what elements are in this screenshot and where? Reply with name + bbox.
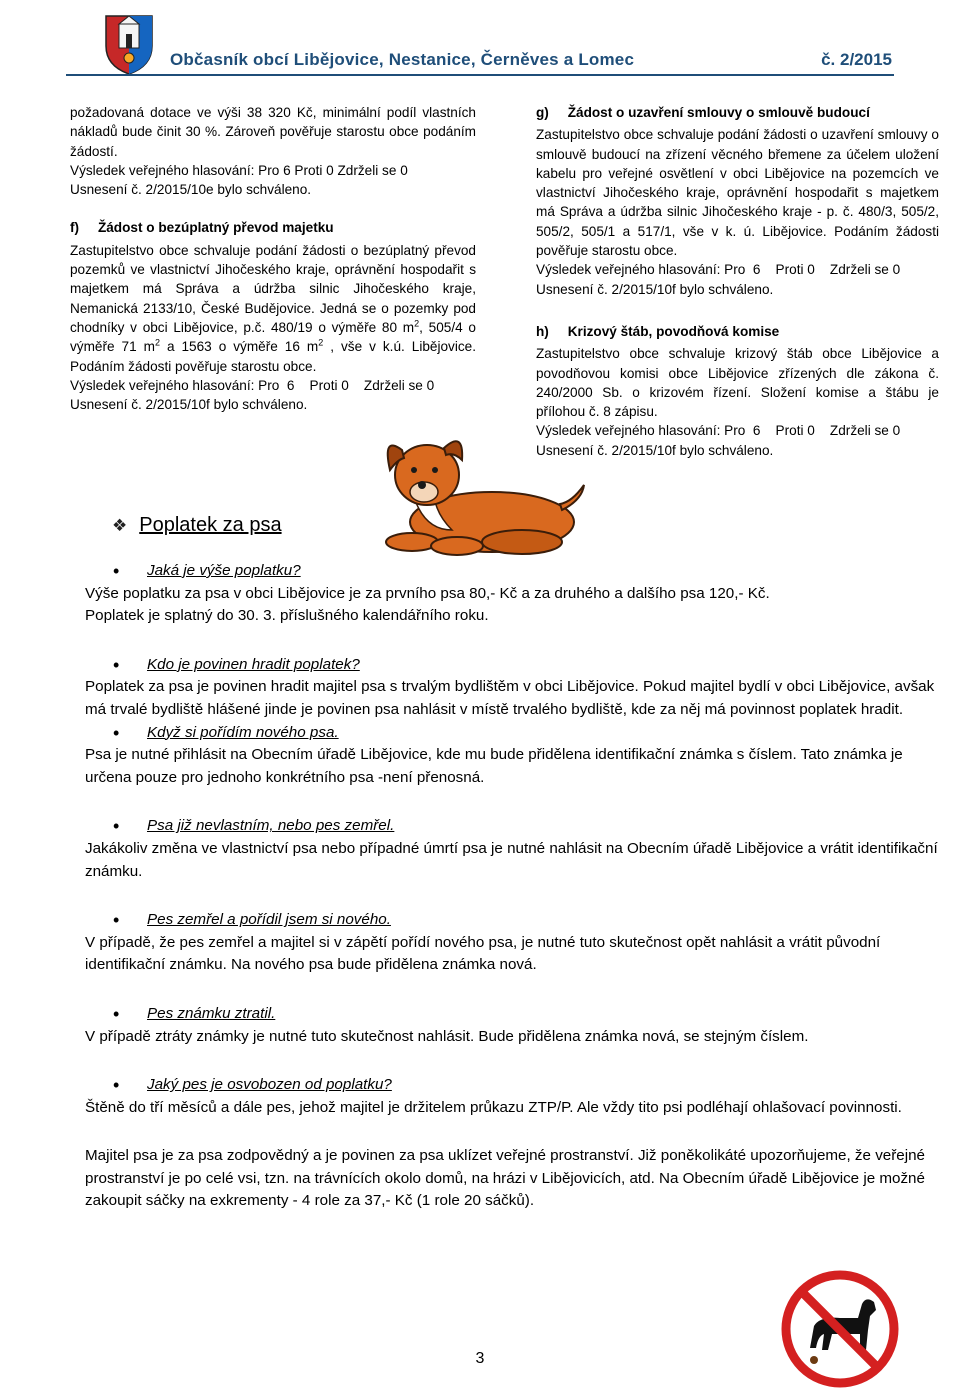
coat-of-arms-icon [100, 8, 158, 76]
dotace-paragraph: požadovaná dotace ve výši 38 320 Kč, minimální podíl vlastních nákladů bude činit 30 %. Zároveň pověřuje starostu obce podáním žádostí. [70, 105, 476, 159]
issue-number: č. 2/2015 [821, 50, 892, 69]
answer-text: Psa je nutné přihlásit na Obecním úřadě Libějovice, kde mu bude přidělena identifikační známka s číslem. Tato známka je určena pouze pro jednoho konkrétního psa -není přenosná. [85, 746, 903, 786]
answer-text: Poplatek je splatný do 30. 3. příslušného kalendářního roku. [85, 607, 489, 625]
answer-text: V případě, že pes zemřel a majitel si v zápětí pořídí nového psa, je nutné tuto skutečnost opět nahlásit a vrátit původní identifikační známku. Na nového psa bude přidělena známka nová. [85, 933, 881, 974]
dog-fee-section [85, 560, 945, 1213]
page-header [0, 0, 960, 80]
section-g-body: Zastupitelstvo obce schvaluje podání žádosti o uzavření smlouvy o smlouvě budoucí na zřízení věcného břemene za účelem uložení kabelu pro veřejné osvětlení v obci Libějovice na pozemcích ve vlastnictví Jihočeského kraje, oprávnění hospodařit s majetkem má Správa a údržba silnic Jihočeského kraje - p. č. 480/3, 505/2, 505/2, 505/1 a 517/1, vše v k. ú. Libějovice. Podáním žádosti pověřuje starostu obce. [536, 127, 939, 259]
right-column [536, 103, 939, 460]
section-h-heading: h) Krizový štáb, povodňová komise [536, 323, 780, 339]
question-exempt: • Jaký pes je osvobozen od poplatku? [85, 1074, 945, 1097]
left-column [70, 103, 476, 414]
question-fee-amount: • Jaká je výše poplatku? [85, 560, 945, 583]
section-h-body: Zastupitelstvo obce schvaluje krizový štáb obce Libějovice a povodňovou komisi obce Libějovice zřízených dle zákona č. 240/2000 Sb. o krizovém řízení. Složení komise a štábu je přílohou č. 8 zápisu. [536, 346, 939, 420]
section-g-heading: g) Žádost o uzavření smlouvy o smlouvě budoucí [536, 105, 870, 120]
header-divider [66, 74, 894, 76]
section-f-resolution: Usnesení č. 2/2015/10f bylo schváleno. [70, 397, 308, 413]
section-f-body: Zastupitelstvo obce schvaluje podání žádosti o bezúplatný převod pozemků ve vlastnictví Jihočeského kraje, oprávnění hospodařit s majetkem má Správa a údržba silnic Jihočeského kraje, Nemanická 2133/10, České Budějovice. Jedná se o pozemky pod chodníky v obci Libějovice, p.č. 480/19 o výměře 80 $m^2$, 505/4 o výměře 71 $m^2$ a 1563 o výměře 16 $m^2$ , vše v k.ú. Libějovice. Podáním žádosti pověřuje starostu obce. [70, 242, 477, 374]
question-new-dog: • Když si pořídím nového psa. [85, 722, 945, 745]
answer-text: Výše poplatku za psa v obci Libějovice je za prvního psa 80,- Kč a za druhého a dalšího psa 120,- Kč. [85, 584, 770, 602]
newsletter-title: Občasník obcí Libějovice, Nestanice, Černěves a Lomec [170, 50, 635, 69]
vote-result: Výsledek veřejného hlasování: Pro 6 Proti 0 Zdrželi se 0 [70, 162, 408, 178]
answer-text: Štěně do tří měsíců a dále pes, jehož majitel je držitelem průkazu ZTP/P. Ale vždy tito psi podléhají ohlašovací povinnosti. [85, 1098, 902, 1116]
question-replaced-dog: • Pes zemřel a pořídil jsem si nového. [85, 909, 945, 932]
closing-paragraph: Majitel psa je za psa zodpovědný a je povinen za psa uklízet veřejné prostranství. Již poněkolikáté upozorňujeme, že veřejné prostranství je po celé vsi, tzn. na trávnících okolo domů, na hrázi v Libějovicích, atd. Na Obecním úřadě Libějovice je možné zakoupit sáčky na exkrementy - 4 role za 37,- Kč (1 role 20 sáčků). [85, 1147, 926, 1210]
section-h-vote: Výsledek veřejného hlasování: Pro 6 Proti 0 Zdrželi se 0 [536, 423, 901, 439]
section-f-heading: f) Žádost o bezúplatný převod majetku [70, 220, 334, 236]
question-who-pays: • Kdo je povinen hradit poplatek? [85, 654, 945, 677]
section-g-resolution: Usnesení č. 2/2015/10f bylo schváleno. [536, 281, 774, 297]
answer-text: V případě ztráty známky je nutné tuto skutečnost nahlásit. Bude přidělena známka nová, se stejným číslem. [85, 1027, 809, 1045]
section-h-resolution: Usnesení č. 2/2015/10f bylo schváleno. [536, 442, 774, 458]
diamond-bullet-icon: ❖ [112, 516, 128, 535]
no-dog-fouling-sign-icon [780, 1268, 900, 1390]
answer-text: Jakákoliv změna ve vlastnictví psa nebo případné úmrtí psa je nutné nahlásit na Obecním úřadě Libějovice a vrátit identifikační známku. [85, 839, 938, 880]
section-f-vote: Výsledek veřejného hlasování: Pro 6 Proti 0 Zdrželi se 0 [70, 377, 435, 393]
page-number: 3 [475, 1350, 485, 1367]
section-g-vote: Výsledek veřejného hlasování: Pro 6 Proti 0 Zdrželi se 0 [536, 262, 901, 278]
dog-fee-section-title: ❖ Poplatek za psa [112, 514, 282, 536]
resolution: Usnesení č. 2/2015/10e bylo schváleno. [70, 182, 312, 198]
dog-illustration [372, 430, 587, 560]
question-no-longer-own: • Psa již nevlastním, nebo pes zemřel. [85, 815, 945, 838]
question-lost-tag: • Pes známku ztratil. [85, 1003, 945, 1026]
answer-text: Poplatek za psa je povinen hradit majitel psa s trvalým bydlištěm v obci Libějovice. Pokud majitel bydlí v obci Libějovice, avšak má trvalé bydliště hlášené jinde je povinen psa nahlásit v místě trvalého bydliště, kde za něj má povinnost poplatek hradit. [85, 678, 935, 718]
